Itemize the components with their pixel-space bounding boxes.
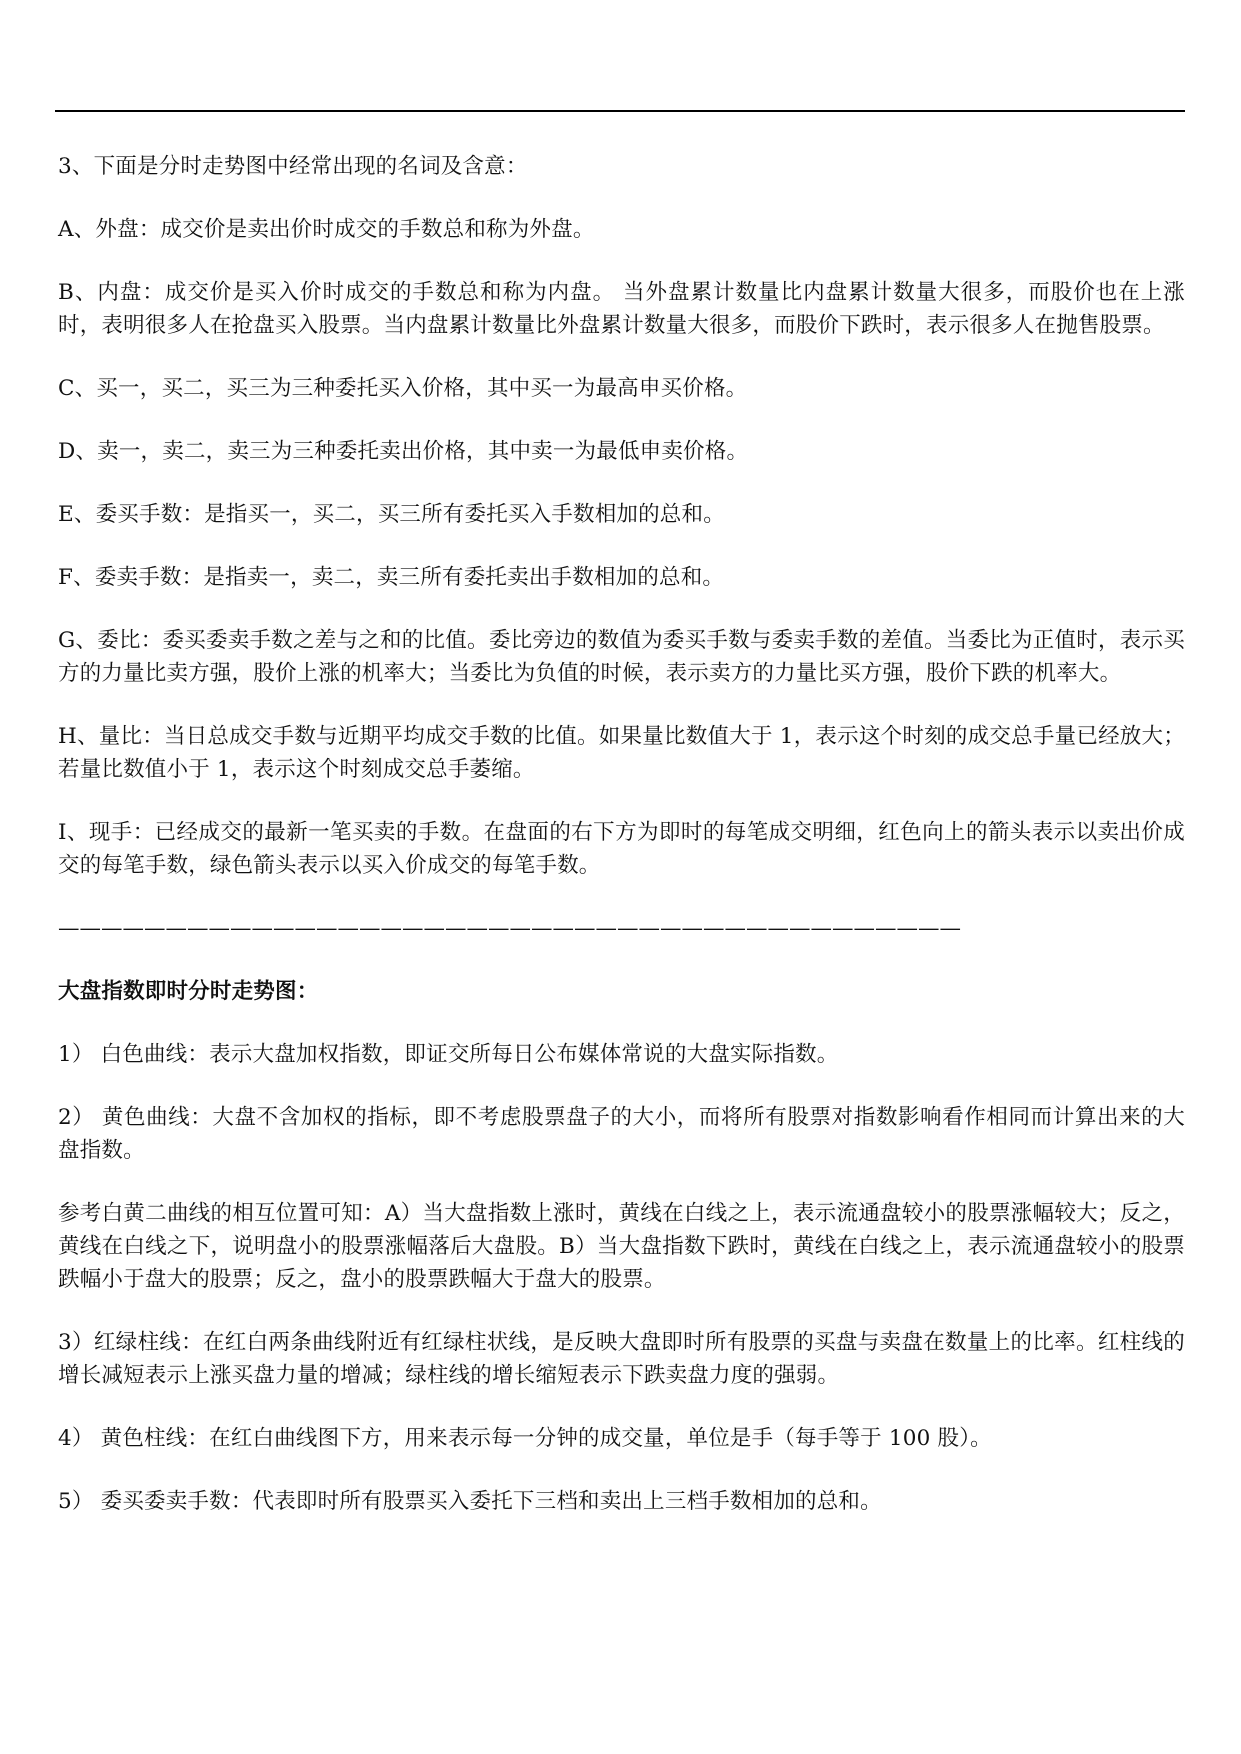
document-body bbox=[58, 150, 1185, 1548]
paragraph-current-volume: I、现手：已经成交的最新一笔买卖的手数。在盘面的右下方为即时的每笔成交明细，红色向上的箭头表示以卖出价成交的每笔手数，绿色箭头表示以买入价成交的每笔手数。 bbox=[58, 820, 1185, 878]
paragraph-terms-intro: 3、下面是分时走势图中经常出现的名词及含意： bbox=[58, 154, 528, 179]
paragraph-order-ratio: G、委比：委买委卖手数之差与之和的比值。委比旁边的数值为委买手数与委卖手数的差值。当委比为正值时，表示买方的力量比卖方强，股价上涨的机率大；当委比为负值的时候，表示卖方的力量比买方强，股价下跌的机率大。 bbox=[58, 628, 1185, 686]
section-heading: 大盘指数即时分时走势图： bbox=[58, 979, 319, 1004]
paragraph-volume-ratio: H、量比：当日总成交手数与近期平均成交手数的比值。如果量比数值大于 1，表示这个时刻的成交总手量已经放大；若量比数值小于 1，表示这个时刻成交总手萎缩。 bbox=[58, 724, 1185, 782]
separator-line: —————————————————————————————————————————— bbox=[58, 916, 961, 941]
paragraph-bid-volume: E、委买手数：是指买一，买二，买三所有委托买入手数相加的总和。 bbox=[58, 502, 725, 527]
paragraph-ask-volume: F、委卖手数：是指卖一，卖二，卖三所有委托卖出手数相加的总和。 bbox=[58, 565, 725, 590]
header-rule bbox=[55, 110, 1185, 112]
paragraph-ask-prices: D、卖一，卖二，卖三为三种委托卖出价格，其中卖一为最低申卖价格。 bbox=[58, 439, 749, 464]
paragraph-white-curve: 1） 白色曲线：表示大盘加权指数，即证交所每日公布媒体常说的大盘实际指数。 bbox=[58, 1042, 839, 1067]
paragraph-yellow-bars: 4） 黄色柱线：在红白曲线图下方，用来表示每一分钟的成交量，单位是手（每手等于 100 股）。 bbox=[58, 1426, 992, 1451]
paragraph-yellow-curve: 2） 黄色曲线：大盘不含加权的指标，即不考虑股票盘子的大小，而将所有股票对指数影响看作相同而计算出来的大盘指数。 bbox=[58, 1105, 1185, 1163]
paragraph-order-volume: 5） 委买委卖手数：代表即时所有股票买入委托下三档和卖出上三档手数相加的总和。 bbox=[58, 1489, 882, 1514]
paragraph-curve-comparison: 参考白黄二曲线的相互位置可知：A）当大盘指数上涨时，黄线在白线之上，表示流通盘较小的股票涨幅较大；反之，黄线在白线之下，说明盘小的股票涨幅落后大盘股。B）当大盘指数下跌时，黄线在白线之上，表示流通盘较小的股票跌幅小于盘大的股票；反之，盘小的股票跌幅大于盘大的股票。 bbox=[58, 1201, 1185, 1292]
paragraph-bid-prices: C、买一，买二，买三为三种委托买入价格，其中买一为最高申买价格。 bbox=[58, 376, 748, 401]
paragraph-inner-volume: B、内盘：成交价是买入价时成交的手数总和称为内盘。 当外盘累计数量比内盘累计数量大很多，而股价也在上涨时，表明很多人在抢盘买入股票。当内盘累计数量比外盘累计数量大很多，而股价下跌时，表示很多人在抛售股票。 bbox=[58, 280, 1185, 338]
paragraph-outer-volume: A、外盘：成交价是卖出价时成交的手数总和称为外盘。 bbox=[58, 217, 595, 242]
paragraph-red-green-bars: 3）红绿柱线：在红白两条曲线附近有红绿柱状线，是反映大盘即时所有股票的买盘与卖盘在数量上的比率。红柱线的增长减短表示上涨买盘力量的增减；绿柱线的增长缩短表示下跌卖盘力度的强弱。 bbox=[58, 1330, 1185, 1388]
